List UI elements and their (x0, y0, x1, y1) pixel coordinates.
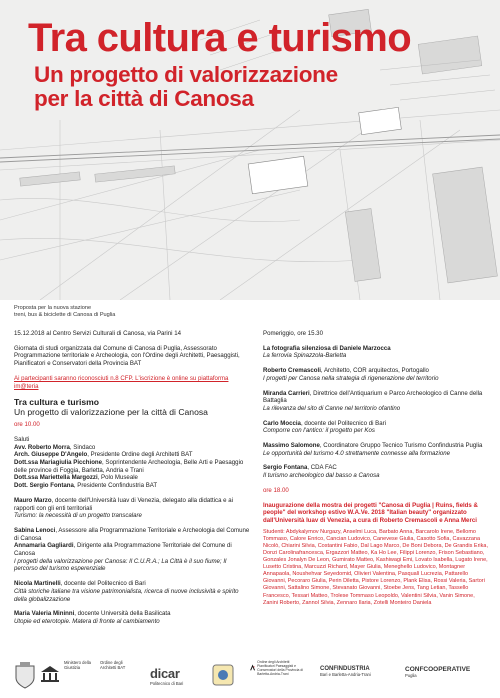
session-1: La fotografia silenziosa di Daniele Marzocca (263, 344, 391, 352)
section-subtitle: Un progetto di valorizzazione per la città di Canosa (14, 407, 208, 418)
exhibition-opening: Inaugurazione della mostra dei progetti "Canosa di Puglia | Ruins, fields & people" del workshop estivo W.A.Ve. 2018 "Italian beauty" organizzato dall'Università Iuav di Venezia, a cura di Roberto Cremascoli e Anna Merci (263, 501, 478, 524)
speaker-5-topic: Utopie ed eterotopie. Matera di fronte al cambiamento (14, 617, 160, 625)
logo-unesco (40, 664, 60, 684)
speaker-1: Mauro Marzo, docente dell'Università Iuav di Venezia, delegato alla didattica e ai rapporti con gli enti territoriali (14, 496, 233, 512)
greeting-4: Dott.ssa Mariettella Margozzi, Polo Museale (14, 474, 138, 482)
session-4-topic: Comporre con l'antico: il progetto per Kos (263, 427, 375, 435)
hero-map-image (0, 0, 500, 300)
session-2: Roberto Cremascoli, Architetto, COR arquitectos, Portogallo (263, 367, 429, 375)
session-5: Massimo Salomone, Coordinatore Gruppo Tecnico Turismo Confindustria Puglia (263, 442, 483, 450)
speaker-3-topic: I progetti della valorizzazione per Canosa: Il C.U.R.A.; La Città è il suo fiume; Il percorso del turismo esperenziale (14, 557, 227, 573)
poster-title: Tra cultura e turismo (28, 16, 412, 60)
session-3-topic: La rilevanza del sito di Canne nel territorio ofantino (263, 404, 401, 412)
crest-icon (212, 662, 234, 688)
image-caption (14, 305, 115, 319)
evening-time: ore 18.00 (263, 486, 289, 494)
session-3: Miranda Carrieri, Direttrice dell'Antiquarium e Parco Archeologico di Canne della Battaglia (263, 389, 483, 405)
speaker-1-topic: Turismo: la necessità di un progetto transcalare (14, 512, 142, 520)
greeting-3: Dott.ssa Mariagiulia Picchione, Soprintendente Archeologia, Belle Arti e Paesaggio delle province di Foggia, Barletta, Andria e Trani (14, 459, 244, 474)
cfp-note: Ai partecipanti saranno riconosciuti n.8 CFP. L'iscrizione è online su piattaforma im@teria (14, 374, 229, 390)
speaker-5: Maria Valeria Mininni, docente Università della Basilicata (14, 610, 171, 618)
logo-ordine-bat: Ordine degli Architetti BAT (100, 660, 126, 670)
students-list: Studenti: Abdykalymov Nurgazy, Anselmi Luca, Barbato Anna, Barcarolo Irene, Bellomo Tommaso, Calore Enrico, Cancian Ludovico, Canevese Giulia, Casotto Sofia, Cavazzana Nicolò, Chiarini Silvia, Costantini Fabio, Dal Lago Marco, De Boni Debora, De Grandis Erika, Donzi Carolinafrancesca, Ergazzori Matteo, Ka Ho Lee, Filippi Lorenzo, Frison Sebastiano, Gonzales Jonalyn De Leon, Gumirato Matteo, Kashiwagi Emi, Lovato Isabella, Lugato Irene, Lusetto Cristina, Marcuzzi Richard, Mayer Giulia, Meneghello Ludovico, Montagner Annapaola, Noushehvar Seyedomid, Olivieri Valentina, Pasqualì Lucrezia, Pattarello Giovanni, Pecoraro Giulia, Perin Diletta, Pistore Lorenzo, Plank Elisa, Rossi Valeria, Sartori Giovanni, Sattalino Simone, Stevanato Giovanni, Stoebe Jens, Tang Letian, Tassello Francesco, Tessari Matteo, Trolese Tommaso Leopoldo, Valentini Silvia, Vanin Simone, Zanini Roberto, Zannol Silvia, Zennaro Ilaria, Zotelli Monteiro Daniela (263, 528, 488, 606)
logo-confindustria: CONFINDUSTRIA Bari e Barletta-Andria-Trani (320, 666, 371, 677)
session-5-topic: Le opportunità del turismo 4.0 strettamente connesse alla formazione (263, 449, 450, 457)
poster-subtitle (34, 63, 338, 111)
caption-line2: treni, bus & biciclette di Canosa di Puglia (14, 312, 116, 318)
morning-time: ore 10.00 (14, 421, 40, 429)
logo-dicar: dicar Politecnico di Bari (150, 666, 184, 686)
logo-confcooperative: CONFCOOPERATIVE Puglia (405, 666, 471, 678)
greetings-label: Saluti (14, 435, 30, 443)
session-1-topic: La ferrovia Spinazzola-Barletta (263, 352, 347, 360)
greeting-5: Dott. Sergio Fontana, Presidente Confindustria BAT (14, 482, 158, 490)
logo-comune-canosa (14, 662, 36, 690)
section-title: Tra cultura e turismo (14, 397, 100, 408)
speaker-4: Nicola Martinelli, docente del Politecnico di Bari (14, 580, 146, 588)
session-6: Sergio Fontana, CDA FAC (263, 464, 337, 472)
session-4: Carlo Moccia, docente del Politecnico di Bari (263, 419, 386, 427)
logo-comune-badge (212, 662, 234, 688)
session-6-topic: Il turismo archeologico dal basso a Canosa (263, 472, 380, 480)
program-left-column (14, 330, 250, 626)
program-right-column (263, 330, 489, 607)
greeting-2: Arch. Giuseppe D'Angelo, Presidente Ordine degli Architetti BAT (14, 451, 193, 459)
date-place: 15.12.2018 al Centro Servizi Culturali di Canosa, via Parini 14 (14, 330, 181, 337)
poster-subtitle-line1: Un progetto di valorizzazione (34, 62, 338, 87)
afternoon-time: Pomeriggio, ore 15.30 (263, 330, 323, 337)
a-letter-icon (250, 660, 255, 676)
organizers-intro: Giornata di studi organizzata dal Comune di Canosa di Puglia, Assessorato Programmazione territoriale e Archeologia, con l'Ordine degli Architetti, Paesaggisti, Pianificatori e Conservatori della Provincia BAT (14, 344, 240, 368)
poster-subtitle-line2: per la città di Canosa (34, 86, 254, 111)
speaker-3: Annamaria Gagliardi, Dirigente alla Programmazione Territoriale del Comune di Canosa (14, 542, 232, 558)
speaker-2: Sabina Lenoci, Assessore alla Programmazione Territoriale e Archeologia del Comune di Canosa (14, 526, 250, 542)
greeting-1: Avv. Roberto Morra, Sindaco (14, 443, 96, 451)
temple-icon (40, 664, 60, 684)
coat-of-arms-icon (14, 662, 36, 690)
caption-line1: Proposta per la nuova stazione (14, 305, 92, 311)
logo-ministero: Ministero della Giustizia (64, 660, 91, 670)
logo-ordine-architetti: Ordine degli Architetti Pianificatori Paesaggisti e Conservatori della Provincia di Barletta-Andria-Trani (250, 660, 306, 676)
sponsor-logos (0, 656, 500, 698)
session-2-topic: I progetti per Canosa nella strategia di rigenerazione del territorio (263, 374, 439, 382)
speaker-4-topic: Città storiche italiane tra visione patrimonialista, ricerca di nuove inclusività e spirito della globalizzazione (14, 587, 239, 603)
